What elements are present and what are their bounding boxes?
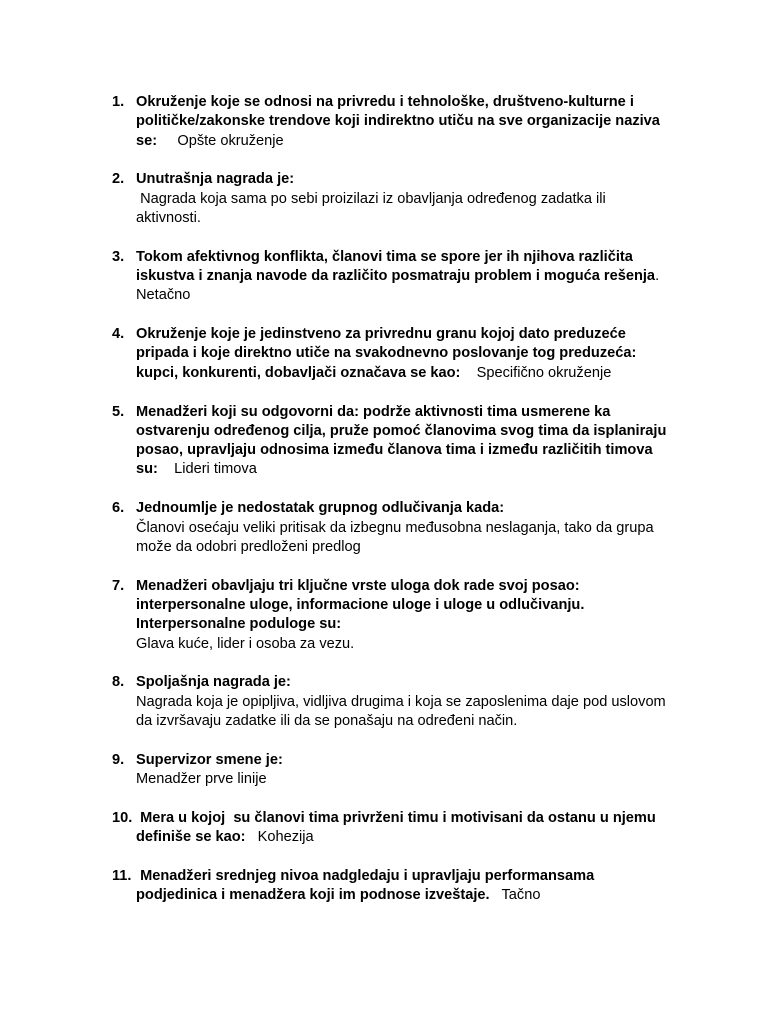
- answer-text: Opšte okruženje: [157, 132, 284, 149]
- list-item: [112, 499, 672, 557]
- answer-text: Lideri timova: [157, 461, 257, 478]
- question-text: Okruženje koje je jedinstveno za privrednu granu kojoj dato preduzeće pripada i koje direktno utiče na svakodnevno poslovanje tog preduzeća: kupci, konkurenti, dobavljači označava se kao:: [136, 326, 641, 381]
- list-item: [112, 403, 672, 480]
- list-item: [112, 577, 672, 654]
- answer-text: . Netačno: [136, 268, 664, 304]
- item-number: 8.: [112, 674, 125, 691]
- item-number: 9.: [112, 751, 125, 768]
- item-number: 10.: [112, 809, 133, 826]
- list-item: [112, 867, 672, 906]
- question-text: Menadžeri koji su odgovorni da: podrže aktivnosti tima usmerene ka ostvarenju određenog cilja, pruže pomoć članovima svog tima da isplaniraju posao, upravljaju odnosima između članova tima i između različitih timova su:: [136, 403, 671, 478]
- question-text: Okruženje koje se odnosi na privredu i tehnološke, društveno-kulturne i političke/zakonske trendove koji indirektno utiču na sve organizacije naziva se:: [136, 94, 664, 149]
- item-number: 11.: [112, 867, 132, 884]
- list-item: [112, 325, 672, 383]
- item-number: 5.: [112, 403, 125, 420]
- question-text: Tokom afektivnog konflikta, članovi tima se spore jer ih njihova različita iskustva i znanja navode da različito posmatraju problem i moguća rešenja: [136, 248, 656, 285]
- question-text: Jednoumlje je nedostatak grupnog odlučivanja kada:: [136, 500, 505, 517]
- question-text: Menadžeri obavljaju tri ključne vrste uloga dok rade svoj posao: interpersonalne uloge, informacione uloge i uloge u odlučivanju. Interpersonalne poduloge su:: [136, 577, 589, 633]
- item-number: 4.: [112, 326, 125, 343]
- answer-text: Specifično okruženje: [460, 364, 612, 381]
- answer-text: Kohezija: [245, 829, 314, 846]
- item-number: 6.: [112, 500, 125, 517]
- answer-text: Glava kuće, lider i osoba za vezu.: [136, 635, 355, 652]
- list-item: [112, 673, 672, 731]
- item-number: 2.: [112, 171, 125, 188]
- list-item: [112, 248, 672, 306]
- question-text: Menadžeri srednjeg nivoa nadgledaju i upravljaju performansama podjedinica i menadžera koji im podnose izveštaje.: [136, 867, 599, 904]
- answer-text: Tačno: [489, 887, 541, 904]
- answer-text: Nagrada koja sama po sebi proizilazi iz obavljanja određenog zadatka ili aktivnosti.: [136, 190, 610, 226]
- list-item: [112, 170, 672, 228]
- list-item: [112, 93, 672, 151]
- answer-text: Nagrada koja je opipljiva, vidljiva drugima i koja se zaposlenima daje pod uslovom da izvršavaju zadatke ili da se ponašaju na određeni način.: [136, 693, 670, 729]
- answer-text: Menadžer prve linije: [136, 771, 267, 788]
- question-text: Spoljašnja nagrada je:: [136, 674, 291, 691]
- question-list: [112, 93, 672, 906]
- question-text: Mera u kojoj su članovi tima privrženi timu i motivisani da ostanu u njemu definiše se kao:: [136, 809, 660, 846]
- list-item: [112, 809, 672, 848]
- item-number: 7.: [112, 577, 125, 594]
- list-item: [112, 751, 672, 790]
- question-text: Supervizor smene je:: [136, 751, 283, 768]
- item-number: 3.: [112, 248, 125, 265]
- question-text: Unutrašnja nagrada je:: [136, 171, 295, 188]
- answer-text: Članovi osećaju veliki pritisak da izbegnu međusobna neslaganja, tako da grupa može da odobri predloženi predlog: [136, 519, 658, 555]
- item-number: 1.: [112, 94, 125, 110]
